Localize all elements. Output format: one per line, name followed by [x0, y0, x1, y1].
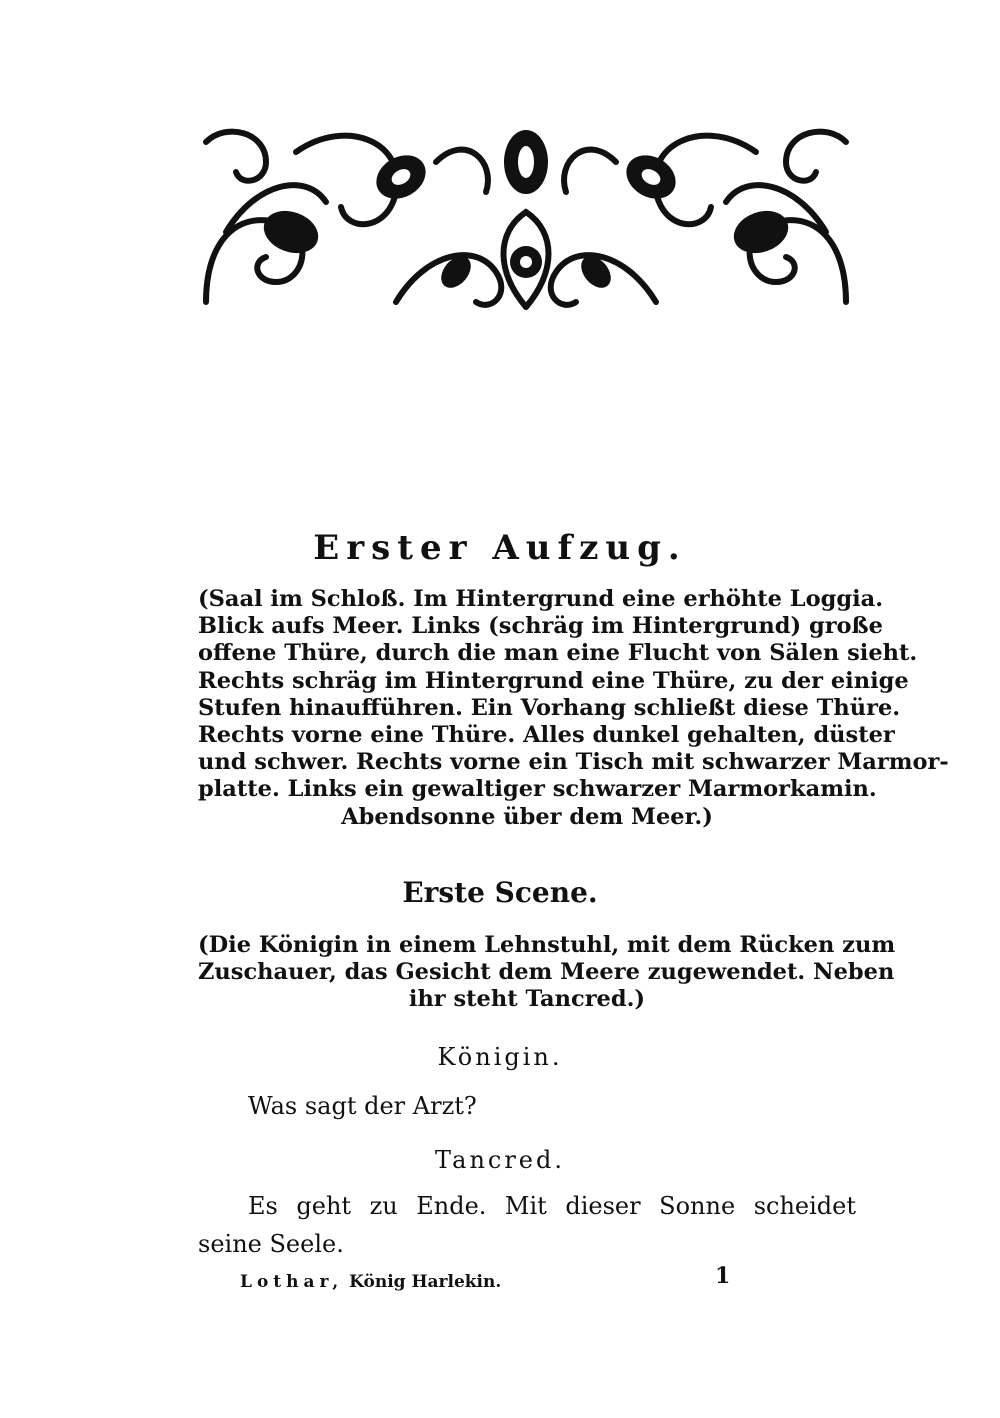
stage-direction-line: und schwer. Rechts vorne ein Tisch mit schwarzer Marmor- [198, 749, 949, 776]
stage-direction-line: Stufen hinaufführen. Ein Vorhang schließt diese Thüre. [198, 694, 901, 721]
speaker-name: Königin. [437, 1043, 563, 1071]
speech-line: Was sagt der Arzt? [248, 1092, 477, 1120]
scene-direction [198, 932, 896, 1014]
stage-direction-line: offene Thüre, durch die man eine Flucht von Sälen sieht. [198, 640, 918, 667]
speaker-name: Tancred. [434, 1146, 566, 1174]
stage-direction [198, 586, 949, 831]
stage-direction-line: Rechts schräg im Hintergrund eine Thüre, zu der einige [198, 667, 909, 694]
stage-direction-line: Rechts vorne eine Thüre. Alles dunkel gehalten, düster [198, 722, 895, 749]
stage-direction-line: Blick aufs Meer. Links (schräg im Hintergrund) große [198, 613, 883, 640]
stage-direction-line: (Saal im Schloß. Im Hintergrund eine erhöhte Loggia. [198, 586, 884, 612]
speech-line: seine Seele. [198, 1230, 344, 1258]
scene-title: Erste Scene. [402, 876, 598, 909]
floral-vignette-icon [196, 122, 856, 314]
act-title: Erster Aufzug. [313, 528, 687, 568]
footer-signature [240, 1272, 501, 1292]
footer-author: Lothar, [240, 1272, 344, 1292]
stage-direction-line: platte. Links ein gewaltiger schwarzer Marmorkamin. [198, 776, 877, 803]
scene-direction-line: (Die Königin in einem Lehnstuhl, mit dem Rücken zum [198, 932, 896, 958]
stage-direction-line: Abendsonne über dem Meer.) [341, 803, 713, 830]
scene-direction-line: ihr steht Tancred.) [408, 986, 646, 1013]
footer-work-title: König Harlekin. [349, 1272, 502, 1292]
speech-line: Es geht zu Ende. Mit dieser Sonne scheidet [248, 1192, 856, 1220]
page-number: 1 [715, 1263, 731, 1289]
scene-direction-line: Zuschauer, das Gesicht dem Meere zugewendet. Neben [198, 959, 895, 986]
